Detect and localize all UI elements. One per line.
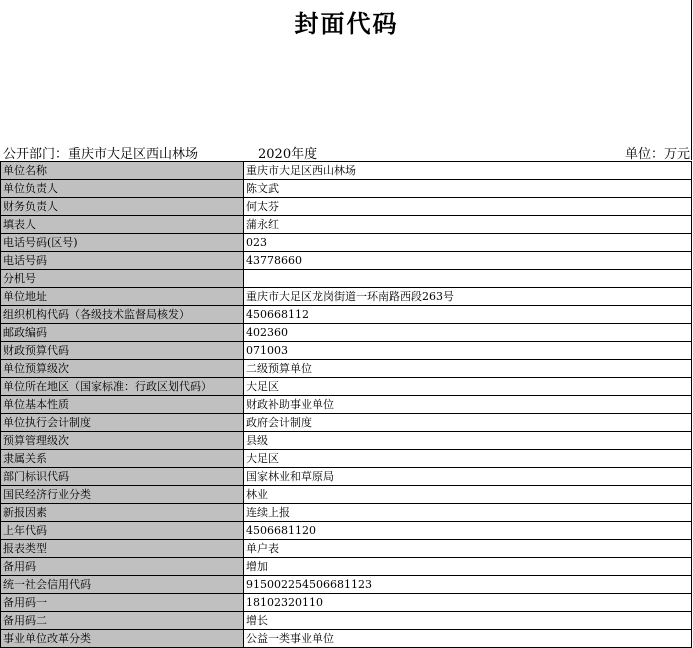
table-row bbox=[1, 432, 692, 450]
field-value: 陈文武 bbox=[244, 180, 692, 198]
field-label: 报表类型 bbox=[1, 540, 244, 558]
field-label: 统一社会信用代码 bbox=[1, 576, 244, 594]
field-value: 国家林业和草原局 bbox=[244, 468, 692, 486]
department-label: 公开部门：重庆市大足区西山林场 bbox=[3, 147, 199, 162]
field-value: 政府会计制度 bbox=[244, 414, 692, 432]
field-value: 915002254506681123 bbox=[244, 576, 692, 594]
cover-code-table bbox=[0, 161, 692, 648]
table-row bbox=[1, 630, 692, 648]
field-label: 组织机构代码（各级技术监督局核发） bbox=[1, 306, 244, 324]
field-label: 国民经济行业分类 bbox=[1, 486, 244, 504]
field-label: 预算管理级次 bbox=[1, 432, 244, 450]
field-label: 备用码二 bbox=[1, 612, 244, 630]
fiscal-year-label: 2020年度 bbox=[258, 147, 318, 162]
table-row bbox=[1, 612, 692, 630]
field-value: 何太芬 bbox=[244, 198, 692, 216]
table-row bbox=[1, 414, 692, 432]
field-value: 县级 bbox=[244, 432, 692, 450]
field-value: 重庆市大足区西山林场 bbox=[244, 162, 692, 180]
field-value: 023 bbox=[244, 234, 692, 252]
table-row bbox=[1, 396, 692, 414]
field-value: 单户表 bbox=[244, 540, 692, 558]
field-label: 备用码 bbox=[1, 558, 244, 576]
field-label: 财务负责人 bbox=[1, 198, 244, 216]
table-row bbox=[1, 576, 692, 594]
table-row bbox=[1, 450, 692, 468]
field-label: 上年代码 bbox=[1, 522, 244, 540]
table-row bbox=[1, 360, 692, 378]
table-row bbox=[1, 288, 692, 306]
field-label: 单位负责人 bbox=[1, 180, 244, 198]
field-value: 重庆市大足区龙岗街道一环南路西段263号 bbox=[244, 288, 692, 306]
table-row bbox=[1, 486, 692, 504]
table-row bbox=[1, 558, 692, 576]
cover-table-body bbox=[1, 162, 692, 648]
field-value: 402360 bbox=[244, 324, 692, 342]
field-value: 18102320110 bbox=[244, 594, 692, 612]
field-label: 新报因素 bbox=[1, 504, 244, 522]
table-row bbox=[1, 162, 692, 180]
field-label: 电话号码 bbox=[1, 252, 244, 270]
table-row bbox=[1, 504, 692, 522]
field-value: 公益一类事业单位 bbox=[244, 630, 692, 648]
table-row bbox=[1, 342, 692, 360]
table-row bbox=[1, 234, 692, 252]
table-row bbox=[1, 216, 692, 234]
field-label: 事业单位改革分类 bbox=[1, 630, 244, 648]
table-row bbox=[1, 594, 692, 612]
page-title: 封面代码 bbox=[294, 10, 399, 38]
field-label: 单位所在地区（国家标准：行政区划代码） bbox=[1, 378, 244, 396]
table-row bbox=[1, 198, 692, 216]
table-row bbox=[1, 180, 692, 198]
field-label: 填表人 bbox=[1, 216, 244, 234]
field-value: 大足区 bbox=[244, 378, 692, 396]
field-value: 连续上报 bbox=[244, 504, 692, 522]
field-value: 林业 bbox=[244, 486, 692, 504]
field-label: 单位地址 bbox=[1, 288, 244, 306]
field-label: 单位执行会计制度 bbox=[1, 414, 244, 432]
field-value: 071003 bbox=[244, 342, 692, 360]
table-row bbox=[1, 324, 692, 342]
field-value: 增加 bbox=[244, 558, 692, 576]
table-row bbox=[1, 306, 692, 324]
field-value: 财政补助事业单位 bbox=[244, 396, 692, 414]
field-label: 部门标识代码 bbox=[1, 468, 244, 486]
field-value: 450668112 bbox=[244, 306, 692, 324]
field-label: 邮政编码 bbox=[1, 324, 244, 342]
table-row bbox=[1, 522, 692, 540]
currency-unit-label: 单位：万元 bbox=[624, 147, 690, 162]
field-label: 单位名称 bbox=[1, 162, 244, 180]
field-value: 43778660 bbox=[244, 252, 692, 270]
field-label: 单位基本性质 bbox=[1, 396, 244, 414]
table-row bbox=[1, 378, 692, 396]
report-meta-row bbox=[0, 143, 693, 161]
field-value: 增长 bbox=[244, 612, 692, 630]
table-row bbox=[1, 468, 692, 486]
field-label: 财政预算代码 bbox=[1, 342, 244, 360]
field-value: 二级预算单位 bbox=[244, 360, 692, 378]
field-label: 备用码一 bbox=[1, 594, 244, 612]
field-label: 分机号 bbox=[1, 270, 244, 288]
field-value: 4506681120 bbox=[244, 522, 692, 540]
field-label: 单位预算级次 bbox=[1, 360, 244, 378]
table-row bbox=[1, 252, 692, 270]
field-value bbox=[244, 270, 692, 288]
field-label: 隶属关系 bbox=[1, 450, 244, 468]
field-value: 大足区 bbox=[244, 450, 692, 468]
table-row bbox=[1, 540, 692, 558]
field-value: 蒲永红 bbox=[244, 216, 692, 234]
table-row bbox=[1, 270, 692, 288]
field-label: 电话号码(区号) bbox=[1, 234, 244, 252]
